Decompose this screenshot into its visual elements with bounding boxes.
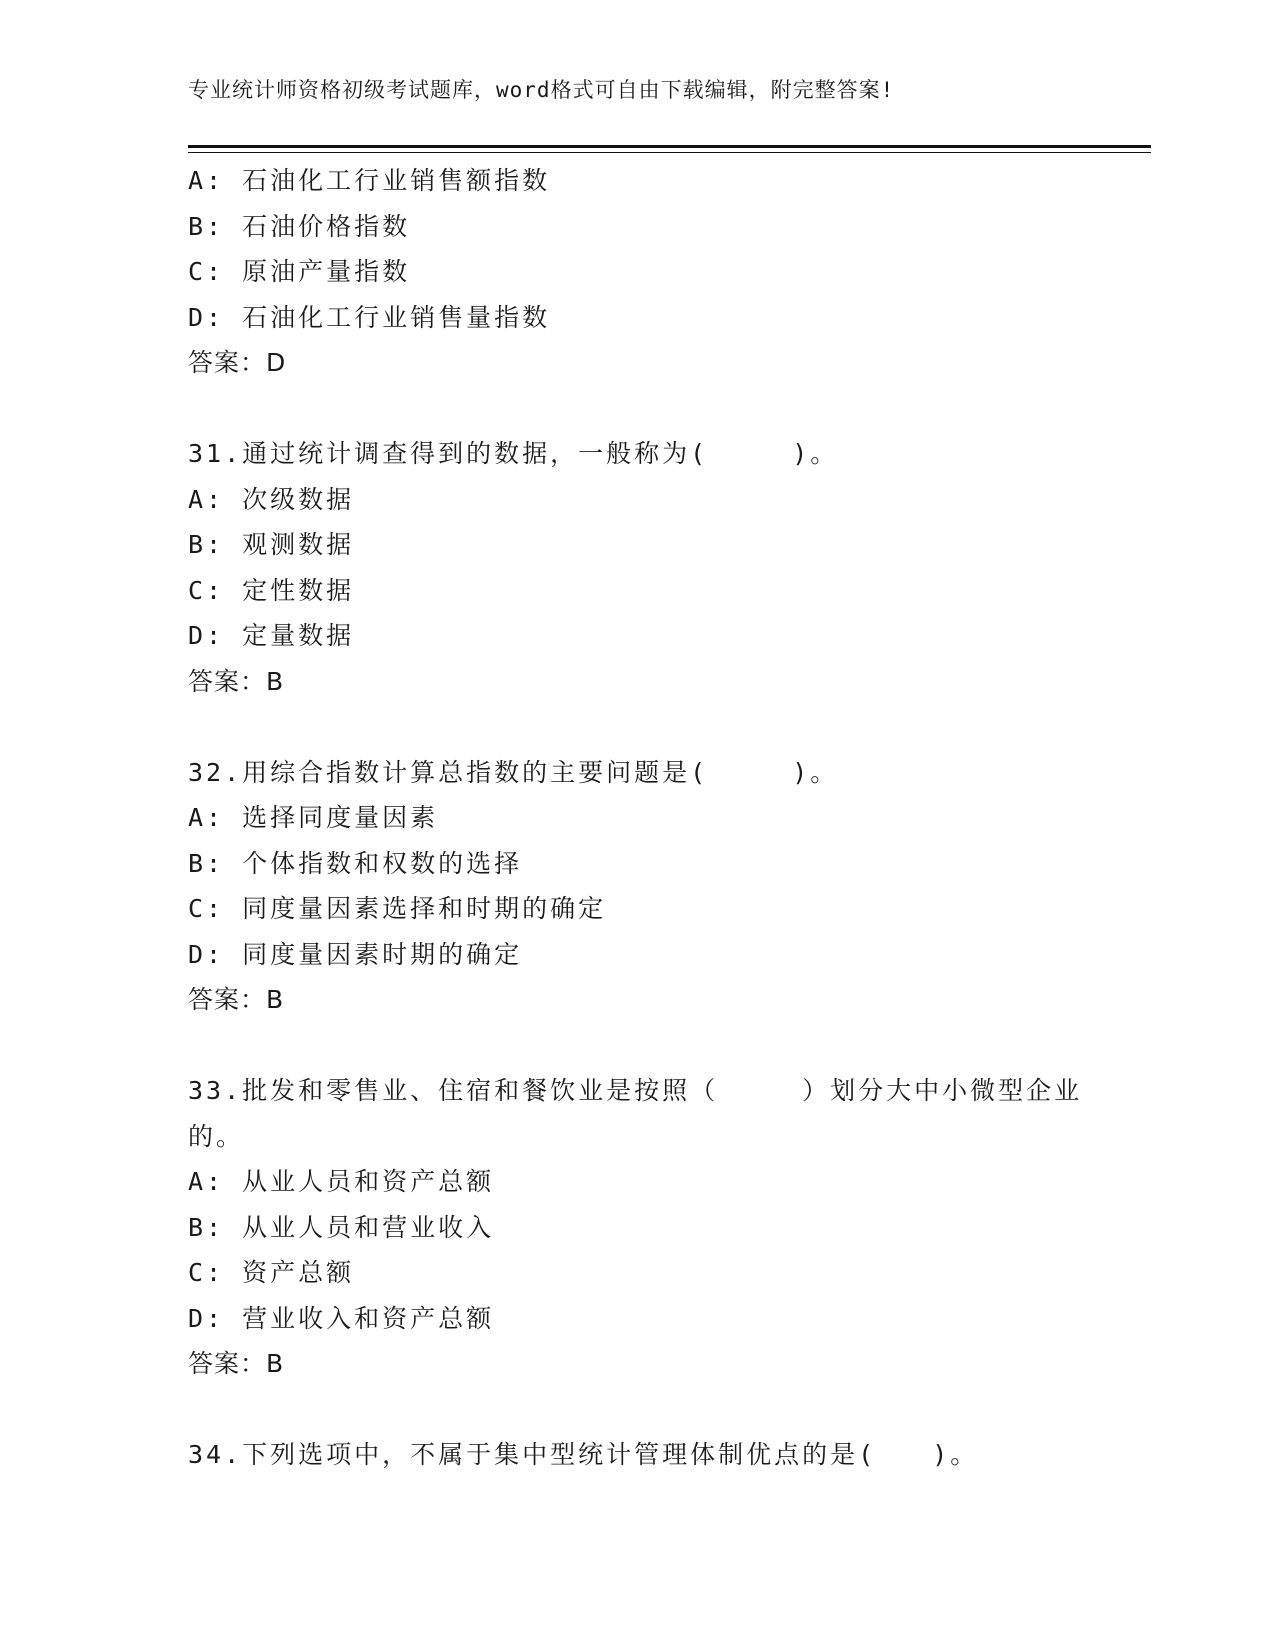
question-list (188, 158, 1088, 1478)
option-d: D: 同度量因素时期的确定 (188, 939, 523, 969)
header-rule-thick (188, 145, 1151, 148)
answer-line: 答案：D (188, 348, 287, 377)
question-text: 31.通过统计调查得到的数据，一般称为( )。 (188, 439, 839, 468)
question-text: 34.下列选项中，不属于集中型统计管理体制优点的是( )。 (188, 1440, 979, 1469)
answer-line: 答案：B (188, 666, 285, 696)
option-c: C: 定性数据 (188, 575, 355, 605)
answer-line: 答案：B (188, 985, 285, 1014)
option-b: B: 观测数据 (188, 530, 355, 559)
option-a: A: 次级数据 (188, 484, 355, 514)
option-c: C: 资产总额 (188, 1258, 355, 1287)
option-b: B: 石油价格指数 (188, 211, 411, 241)
option-d: D: 石油化工行业销售量指数 (188, 302, 551, 332)
option-a: A: 石油化工行业销售额指数 (188, 166, 551, 195)
option-b: B: 从业人员和营业收入 (188, 1212, 495, 1242)
option-c: C: 原油产量指数 (188, 257, 411, 286)
question-text: 33.批发和零售业、住宿和餐饮业是按照（ ）划分大中小微型企业的。 (188, 1076, 1083, 1151)
question-text: 32.用综合指数计算总指数的主要问题是( )。 (188, 757, 839, 787)
option-a: A: 从业人员和资产总额 (188, 1167, 495, 1196)
answer-line: 答案：B (188, 1349, 285, 1378)
option-c: C: 同度量因素选择和时期的确定 (188, 894, 607, 923)
option-a: A: 选择同度量因素 (188, 803, 439, 832)
header-rule-thin (188, 152, 1151, 153)
option-d: D: 定量数据 (188, 621, 355, 650)
option-d: D: 营业收入和资产总额 (188, 1303, 495, 1333)
document-header: 专业统计师资格初级考试题库，word格式可自由下载编辑，附完整答案! (188, 78, 895, 102)
option-b: B: 个体指数和权数的选择 (188, 848, 523, 878)
